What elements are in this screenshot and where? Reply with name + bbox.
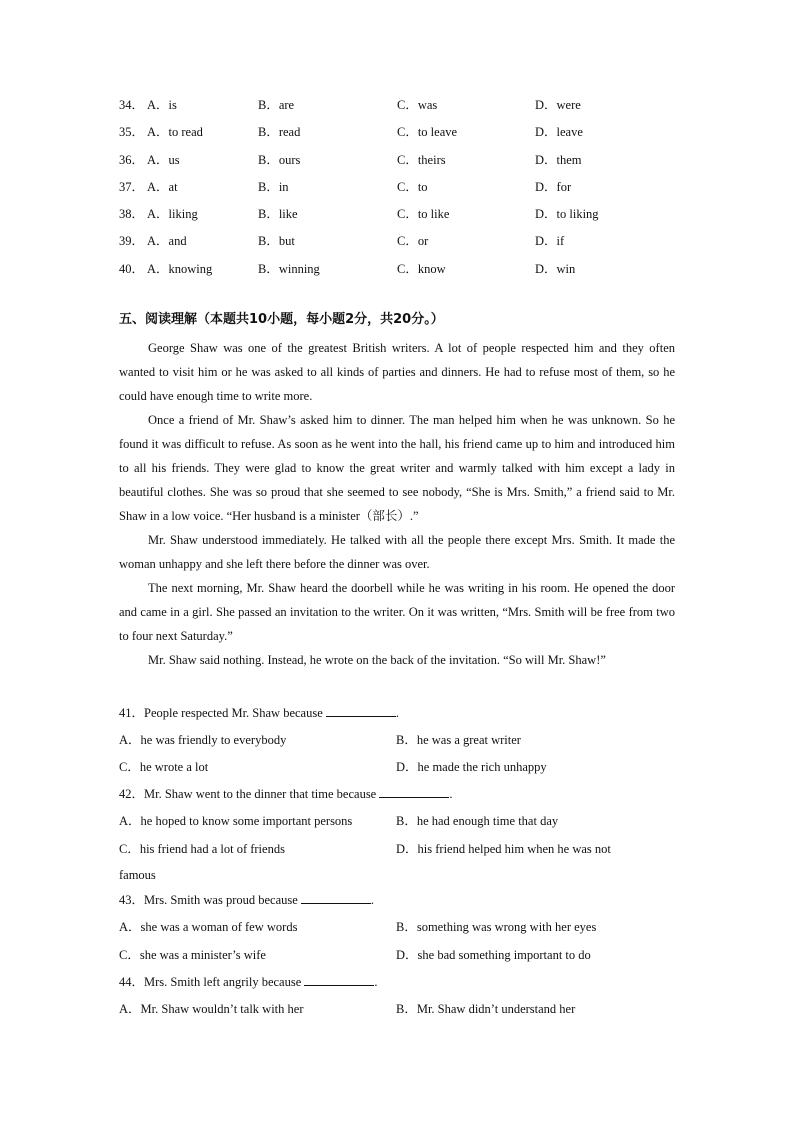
answer-blank[interactable]	[304, 973, 374, 986]
question-41-option-a: A．he was friendly to everybody	[119, 733, 287, 747]
passage-paragraph-5: Mr. Shaw said nothing. Instead, he wrote on the back of the invitation. “So will Mr. Shaw!”	[148, 653, 606, 667]
question-42-option-b: B．he had enough time that day	[396, 814, 559, 828]
question-42-option-a: A．he hoped to know some important persons	[119, 814, 353, 828]
question-43-option-c: C．she was a minister’s wife	[119, 948, 266, 962]
option-c: C．to	[397, 180, 428, 194]
option-c: C．theirs	[397, 153, 446, 167]
option-a: A．knowing	[147, 262, 213, 276]
question-43-stem	[119, 890, 374, 910]
option-b: B．ours	[258, 153, 301, 167]
question-42-stem	[119, 784, 452, 804]
option-a: A．at	[147, 180, 178, 194]
option-b: B．like	[258, 207, 298, 221]
passage-paragraph-4: The next morning, Mr. Shaw heard the doorbell while he was writing in his room. He opened the door and came in a girl. She passed an invitation to the writer. On it was written, “Mrs. Smith will be free from two to four next Saturday.”	[119, 581, 675, 643]
option-d: D．for	[535, 180, 572, 194]
question-41-text: 41．People respected Mr. Shaw because	[119, 706, 323, 720]
question-44-option-b: B．Mr. Shaw didn’t understand her	[396, 1002, 576, 1016]
option-d: D．were	[535, 98, 581, 112]
question-44-text: 44．Mrs. Smith left angrily because	[119, 975, 302, 989]
question-44-end: .	[374, 975, 378, 989]
passage-paragraph-3: Mr. Shaw understood immediately. He talked with all the people there except Mrs. Smith. It made the woman unhappy and she left there before the dinner was over.	[119, 533, 675, 571]
answer-blank[interactable]	[301, 891, 371, 904]
reading-passage	[119, 336, 675, 672]
question-number: 36．	[119, 153, 145, 167]
question-43-text: 43．Mrs. Smith was proud because	[119, 893, 298, 907]
question-43-option-a: A．she was a woman of few words	[119, 920, 298, 934]
question-number: 40．	[119, 262, 145, 276]
option-b: B．but	[258, 234, 295, 248]
option-c: C．to leave	[397, 125, 458, 139]
option-c: C．know	[397, 262, 446, 276]
option-b: B．winning	[258, 262, 320, 276]
option-d: D．them	[535, 153, 582, 167]
question-41-end: .	[395, 706, 400, 720]
option-d: D．win	[535, 262, 576, 276]
question-41-stem	[119, 703, 399, 723]
question-41-option-c: C．he wrote a lot	[119, 760, 209, 774]
option-d: D．if	[535, 234, 565, 248]
passage-paragraph-2: Once a friend of Mr. Shaw’s asked him to dinner. The man helped him when he was unknown. So he found it was difficult to refuse. As soon as he went into the hall, his friend came up to him and introduced him to all his friends. They were glad to know the great writer and warmly talked with him except a lady in beautiful clothes. She was so proud that she seemed to see nobody, “She is Mrs. Smith,” a friend said to Mr. Shaw in a low voice. “Her husband is a minister（部长）.”	[119, 413, 675, 523]
section-heading: 五、阅读理解（本题共10小题，每小题2分，共20分。）	[119, 312, 444, 327]
option-c: C．to like	[397, 207, 450, 221]
question-number: 37．	[119, 180, 145, 194]
question-41-option-b: B．he was a great writer	[396, 733, 521, 747]
question-43-option-b: B．something was wrong with her eyes	[396, 920, 597, 934]
option-a: A．and	[147, 234, 187, 248]
question-number: 35．	[119, 125, 145, 139]
answer-blank[interactable]	[379, 785, 449, 798]
question-42-end: .	[449, 787, 453, 801]
question-number: 34．	[119, 98, 145, 112]
question-43-option-d: D．she bad something important to do	[396, 948, 591, 962]
option-b: B．read	[258, 125, 301, 139]
option-a: A．to read	[147, 125, 203, 139]
option-a: A．liking	[147, 207, 198, 221]
passage-paragraph-1: George Shaw was one of the greatest British writers. A lot of people respected him and they often wanted to visit him or he was asked to all kinds of parties and dinners. He had to refuse most of them, so he could have enough time to write more.	[119, 341, 675, 403]
question-41-option-d: D．he made the rich unhappy	[396, 760, 547, 774]
question-43-end: .	[370, 893, 375, 907]
question-number: 38．	[119, 207, 145, 221]
question-42-option-c: C．his friend had a lot of friends	[119, 842, 285, 856]
question-42-option-d-continued: famous	[119, 868, 156, 882]
option-c: C．was	[397, 98, 438, 112]
answer-blank[interactable]	[326, 704, 396, 717]
question-42-option-d: D．his friend helped him when he was not	[396, 842, 611, 856]
option-b: B．are	[258, 98, 295, 112]
option-c: C．or	[397, 234, 429, 248]
option-d: D．to liking	[535, 207, 599, 221]
question-42-text: 42．Mr. Shaw went to the dinner that time because	[119, 787, 377, 801]
option-d: D．leave	[535, 125, 583, 139]
question-44-stem	[119, 972, 378, 992]
question-44-option-a: A．Mr. Shaw wouldn’t talk with her	[119, 1002, 304, 1016]
question-number: 39．	[119, 234, 145, 248]
option-a: A．is	[147, 98, 177, 112]
option-a: A．us	[147, 153, 180, 167]
option-b: B．in	[258, 180, 289, 194]
